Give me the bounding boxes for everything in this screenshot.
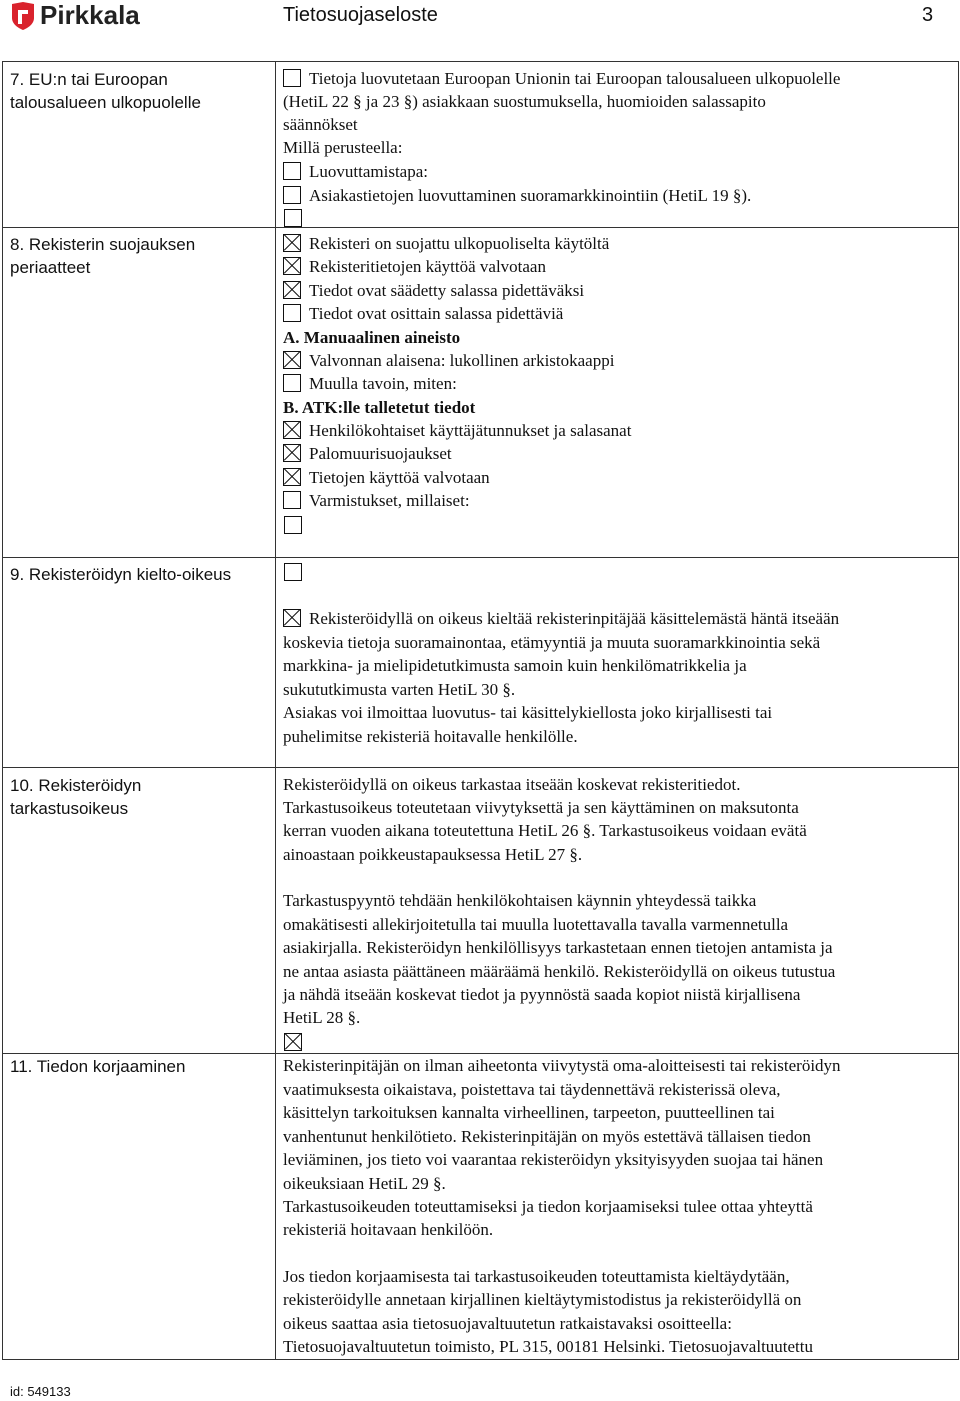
section-9-line-5: Asiakas voi ilmoittaa luovutus- tai käsittelykiellosta joko kirjallisesti tai [283,703,773,722]
section-9-line-3: markkina- ja mielipidetutkimusta samoin kuin henkilömatrikkelia ja [283,656,747,675]
section-11-line-3: käsittelyn tarkoituksen kannalta virheellinen, tarpeeton, puutteellinen tai [283,1103,775,1122]
section-8-b-item-1: Henkilökohtaiset käyttäjätunnukset ja salasanat [283,420,631,442]
section-8-b-item-3: Tietojen käyttöä valvotaan [283,467,490,489]
checkbox-checked[interactable] [283,609,301,627]
pirkkala-logo-icon [10,2,36,30]
section-11-line-7: Tarkastusoikeuden toteuttamiseksi ja tiedon korjaamiseksi tulee ottaa yhteyttä [283,1197,813,1216]
section-9-line-4: sukututkimusta varten HetiL 30 §. [283,680,516,699]
row-divider-9 [2,557,959,558]
section-9-label: 9. Rekisteröidyn kielto-oikeus [10,565,232,584]
section-7-line-4: Millä perusteella: [283,138,403,157]
section-7-line-6: Asiakastietojen luovuttaminen suoramarkkinointiin (HetiL 19 §). [283,185,751,207]
checkbox-checked[interactable] [283,281,301,299]
section-8-item-4: Tiedot ovat osittain salassa pidettäviä [283,303,563,325]
checkbox-checked[interactable] [283,257,301,275]
row-divider-11 [2,1053,959,1054]
section-10-line-7: asiakirjalla. Rekisteröidyn henkilöllisyys tarkastetaan ennen tietojen antamista ja [283,938,833,957]
section-11-line-11: oikeus saattaa asia tietosuojavaltuutetun ratkaistavaksi osoitteella: [283,1314,732,1333]
section-7-line-5: Luovuttamistapa: [283,161,428,183]
section-10-line-9: ja nähdä itseään koskevat tiedot ja pyynnöstä saada kopiot niistä kirjallisena [283,985,801,1004]
section-8-label: 8. Rekisterin suojauksen periaatteet [10,235,196,277]
section-8-item-2: Rekisteritietojen käyttöä valvotaan [283,256,546,278]
checkbox-checked[interactable] [283,468,301,486]
document-id: id: 549133 [10,1384,71,1399]
section-10-line-3: kerran vuoden aikana toteutettuna HetiL 26 §. Tarkastusoikeus voidaan evätä [283,821,807,840]
section-9-line-1: Rekisteröidyllä on oikeus kieltää rekisterinpitäjää käsittelemästä häntä itseään [283,608,839,630]
logo-wordmark: Pirkkala [40,0,140,30]
checkbox-checked[interactable] [283,421,301,439]
section-10-line-1: Rekisteröidyllä on oikeus tarkastaa itseään koskevat rekisteritiedot. [283,775,741,794]
checkbox[interactable] [284,516,302,534]
section-9-line-2: koskevia tietoja suoramainontaa, etämyyntiä ja muuta suoramarkkinointia sekä [283,633,821,652]
checkbox-checked[interactable] [283,351,301,369]
checkbox[interactable] [283,186,301,204]
table-bottom-border [2,1359,959,1360]
page-title: Tietosuojaseloste [283,4,438,26]
section-11-line-5: leviäminen, jos tieto voi vaarantaa rekisteröidyn yksityisyyden suojaa tai hänen [283,1150,824,1169]
section-7-line-3: säännökset [283,115,358,134]
section-8-a-item-2: Muulla tavoin, miten: [283,373,457,395]
section-7-line-2: (HetiL 22 § ja 23 §) asiakkaan suostumuksella, huomioiden salassapito [283,92,766,111]
checkbox[interactable] [283,162,301,180]
section-8-b-item-4: Varmistukset, millaiset: [283,490,470,512]
checkbox[interactable] [283,491,301,509]
logo [10,2,160,32]
table-left-border [2,61,3,1359]
table-top-border [2,61,959,62]
section-8-heading-a: A. Manuaalinen aineisto [283,328,461,347]
section-11-line-2: vaatimuksesta oikaistava, poistettava tai täydennettävä rekisterissä oleva, [283,1080,781,1099]
section-7-label: 7. EU:n tai Euroopan talousalueen ulkopuolelle [10,70,201,112]
section-10-line-2: Tarkastusoikeus toteutetaan viivytyksettä ja sen käyttäminen on maksutonta [283,798,799,817]
row-divider-10 [2,767,959,768]
checkbox[interactable] [283,304,301,322]
section-11-line-6: oikeuksiaan HetiL 29 §. [283,1174,446,1193]
section-11-line-4: vanhentunut henkilötieto. Rekisterinpitäjän on myös estettävä tällaisen tiedon [283,1127,811,1146]
section-8-a-item-1: Valvonnan alaisena: lukollinen arkistokaappi [283,350,614,372]
row-divider-8 [2,227,959,228]
section-11-label: 11. Tiedon korjaaminen [10,1057,186,1076]
table-column-divider [275,61,276,1359]
section-11-line-12: Tietosuojavaltuutetun toimisto, PL 315, 00181 Helsinki. Tietosuojavaltuutettu [283,1337,814,1356]
checkbox[interactable] [283,69,301,87]
section-8-item-1: Rekisteri on suojattu ulkopuoliselta käytöltä [283,233,609,255]
table-right-border [958,61,959,1359]
section-11-line-10: rekisteröidylle annetaan kirjallinen kieltäytymistodistus ja rekisteröidyllä on [283,1290,802,1309]
section-10-line-4: ainoastaan poikkeustapauksessa HetiL 27 §. [283,845,583,864]
section-11-line-9: Jos tiedon korjaamisesta tai tarkastusoikeuden toteuttamista kieltäydytään, [283,1267,790,1286]
section-9-line-6: puhelimitse rekisteriä hoitavalle henkilölle. [283,727,578,746]
section-10-line-5: Tarkastuspyyntö tehdään henkilökohtaisen käynnin yhteydessä taikka [283,891,757,910]
section-10-line-10: HetiL 28 §. [283,1008,361,1027]
checkbox[interactable] [283,374,301,392]
section-10-line-8: ne antaa asiasta päättäneen määräämä henkilö. Rekisteröidyllä on oikeus tutustua [283,962,836,981]
section-8-heading-b: B. ATK:lle talletetut tiedot [283,398,476,417]
section-7-line-1: Tietoja luovutetaan Euroopan Unionin tai Euroopan talousalueen ulkopuolelle [283,68,840,90]
checkbox[interactable] [284,209,302,227]
checkbox[interactable] [284,563,302,581]
section-10-line-6: omakätisesti allekirjoitetulla tai muulla luotettavalla tavalla varmennetulla [283,915,789,934]
checkbox-checked[interactable] [283,444,301,462]
section-8-item-3: Tiedot ovat säädetty salassa pidettäväksi [283,280,584,302]
section-11-line-1: Rekisterinpitäjän on ilman aiheetonta viivytystä oma-aloitteisesti tai rekisteröidyn [283,1056,841,1075]
checkbox-checked[interactable] [283,234,301,252]
section-11-line-8: rekisteriä hoitavaan henkilöön. [283,1220,494,1239]
section-10-label: 10. Rekisteröidyn tarkastusoikeus [10,776,142,818]
checkbox-checked[interactable] [284,1033,302,1051]
section-8-b-item-2: Palomuurisuojaukset [283,443,452,465]
page-number: 3 [922,4,934,26]
